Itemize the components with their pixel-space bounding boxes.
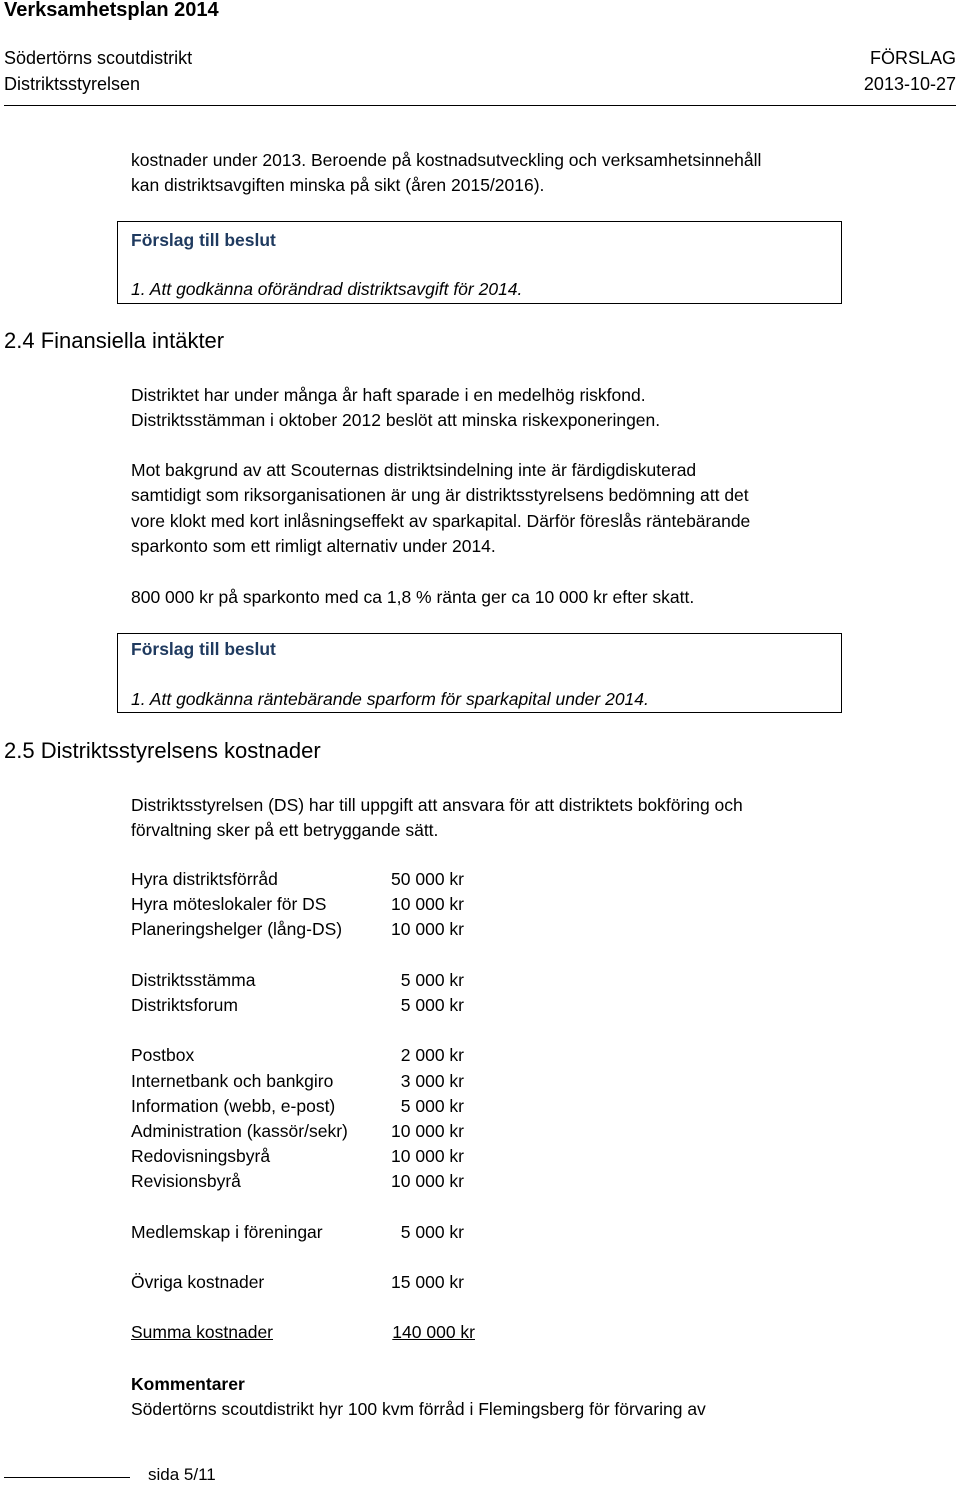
paragraph-line: Distriktsstämman i oktober 2012 beslöt att minska riskexponeringen.	[131, 410, 661, 431]
cost-amount: 10 000 kr	[391, 1146, 464, 1166]
footer-divider	[4, 1477, 130, 1478]
total-label: Summa kostnader	[131, 1322, 274, 1342]
paragraph-line: samtidigt som riksorganisationen är ung är distriktsstyrelsens bedömning att det	[131, 485, 749, 506]
cost-amount: 10 000 kr	[391, 1121, 464, 1141]
header-date: 2013-10-27	[863, 74, 956, 94]
cost-label: Medlemskap i föreningar	[131, 1222, 323, 1242]
intro-line: kan distriktsavgiften minska på sikt (åren 2015/2016).	[131, 175, 545, 196]
paragraph-line: Distriktet har under många år haft sparade i en medelhög riskfond.	[131, 385, 646, 405]
cost-label: Distriktsforum	[131, 995, 238, 1015]
decision-box-fee	[117, 221, 842, 304]
financial-paragraph-1	[131, 383, 660, 434]
financial-paragraph-2	[131, 458, 750, 559]
paragraph-line: vore klokt med kort inlåsningseffekt av sparkapital. Därför föreslås räntebärande	[131, 510, 751, 531]
cost-amount: 5 000 kr	[400, 1096, 464, 1116]
comments-heading: Kommentarer	[131, 1374, 245, 1394]
page-number: sida 5/11	[148, 1465, 216, 1484]
cost-label: Planeringshelger (lång-DS)	[131, 919, 343, 939]
header-org: Södertörns scoutdistrikt	[4, 48, 193, 68]
cost-amount: 10 000 kr	[391, 894, 464, 914]
paragraph-line: förvaltning sker på ett betryggande sätt.	[131, 820, 439, 841]
cost-label: Postbox	[131, 1045, 195, 1065]
decision-box-savings	[117, 633, 842, 713]
total-amount: 140 000 kr	[392, 1322, 475, 1342]
cost-amount: 5 000 kr	[400, 1222, 464, 1242]
section-heading-board-costs: 2.5 Distriktsstyrelsens kostnader	[4, 738, 321, 763]
comments-text: Södertörns scoutdistrikt hyr 100 kvm förråd i Flemingsberg för förvaring av	[131, 1399, 706, 1419]
cost-label: Distriktsstämma	[131, 970, 256, 990]
cost-label: Redovisningsbyrå	[131, 1146, 271, 1166]
financial-paragraph-3: 800 000 kr på sparkonto med ca 1,8 % ränta ger ca 10 000 kr efter skatt.	[131, 587, 695, 607]
paragraph-line: Mot bakgrund av att Scouternas distriktsindelning inte är färdigdiskuterad	[131, 460, 697, 480]
cost-amount: 50 000 kr	[391, 869, 464, 889]
cost-label: Hyra möteslokaler för DS	[131, 894, 327, 914]
board-costs-paragraph	[131, 793, 743, 844]
decision-item: 1. Att godkänna oförändrad distriktsavgift för 2014.	[131, 279, 523, 299]
cost-label: Information (webb, e-post)	[131, 1096, 336, 1116]
cost-label: Revisionsbyrå	[131, 1171, 241, 1191]
header-status: FÖRSLAG	[869, 48, 956, 68]
decision-box-title: Förslag till beslut	[131, 639, 276, 659]
intro-paragraph	[131, 148, 761, 199]
cost-amount: 10 000 kr	[391, 919, 464, 939]
cost-amount: 3 000 kr	[400, 1071, 464, 1091]
cost-label: Övriga kostnader	[131, 1272, 265, 1292]
section-heading-financial-income: 2.4 Finansiella intäkter	[4, 328, 225, 353]
cost-label: Administration (kassör/sekr)	[131, 1121, 348, 1141]
decision-item: 1. Att godkänna räntebärande sparform för sparkapital under 2014.	[131, 689, 649, 709]
decision-box-title: Förslag till beslut	[131, 230, 276, 250]
cost-amount: 5 000 kr	[400, 995, 464, 1015]
cost-label: Internetbank och bankgiro	[131, 1071, 334, 1091]
cost-amount: 5 000 kr	[400, 970, 464, 990]
header-board: Distriktsstyrelsen	[4, 74, 141, 94]
cost-amount: 2 000 kr	[400, 1045, 464, 1065]
header-divider	[4, 105, 956, 106]
document-title: Verksamhetsplan 2014	[4, 0, 219, 21]
cost-amount: 10 000 kr	[391, 1171, 464, 1191]
intro-line: kostnader under 2013. Beroende på kostnadsutveckling och verksamhetsinnehåll	[131, 150, 762, 170]
cost-label: Hyra distriktsförråd	[131, 869, 278, 889]
paragraph-line: Distriktsstyrelsen (DS) har till uppgift att ansvara för att distriktets bokföring och	[131, 795, 743, 815]
paragraph-line: sparkonto som ett rimligt alternativ under 2014.	[131, 535, 496, 556]
cost-amount: 15 000 kr	[391, 1272, 464, 1292]
